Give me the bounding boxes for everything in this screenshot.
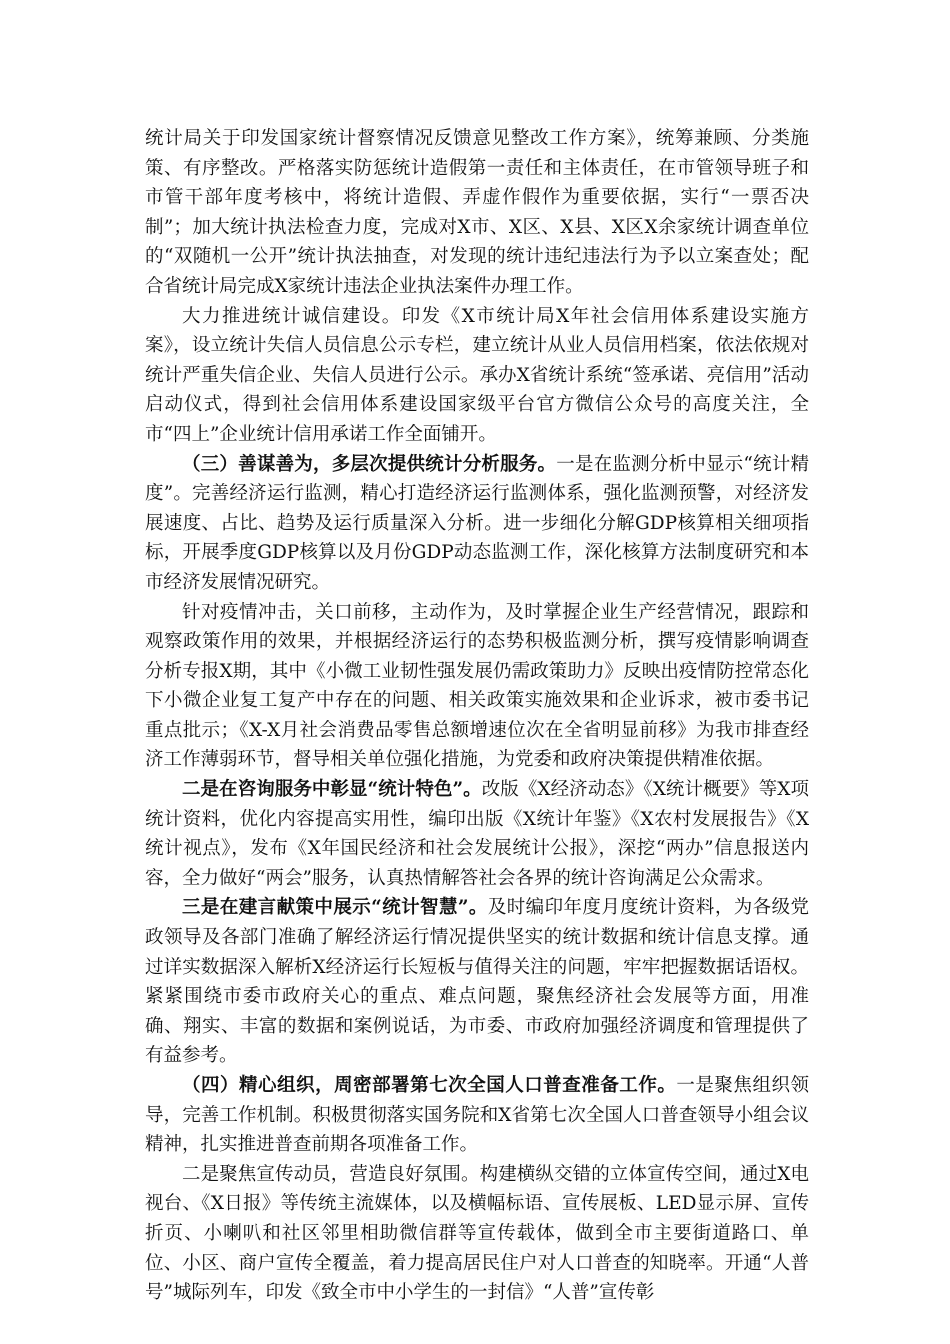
- paragraph-text: 一是聚焦组织领导，完善工作机制。积极贯彻落实国务院和X省第七次全国人口普查领导小组会议精神，扎实推进普查前期各项准备工作。: [145, 1075, 809, 1156]
- paragraph-heading: 二是在咨询服务中彰显“统计特色”。: [182, 779, 482, 801]
- paragraph-3: [145, 450, 809, 598]
- paragraph-text: 改版《X经济动态》《X统计概要》等X项统计资料，优化内容提高实用性，编印出版《X统计年鉴》《X农村发展报告》《X统计视点》，发布《X年国民经济和社会发展统计公报》，深挖“两办”信息报送内容，全力做好“两会”服务，认真热情解答社会各界的统计咨询满足公众需求。: [145, 779, 809, 889]
- paragraph-text: 针对疫情冲击，关口前移，主动作为，及时掌握企业生产经营情况，跟踪和观察政策作用的效果，并根据经济运行的态势积极监测分析，撰写疫情影响调查分析专报X期，其中《小微工业韧性强发展仍需政策助力》反映出疫情防控常态化下小微企业复工复产中存在的问题、相关政策实施效果和企业诉求，被市委书记重点批示；《X-X月社会消费品零售总额增速位次在全省明显前移》为我市排查经济工作薄弱环节，督导相关单位强化措施，为党委和政府决策提供精准依据。: [145, 601, 809, 771]
- paragraph-text: 二是聚焦宣传动员，营造良好氛围。构建横纵交错的立体宣传空间，通过X电视台、《X日报》等传统主流媒体，以及横幅标语、宣传展板、LED显示屏、宣传折页、小喇叭和社区邻里相助微信群等宣传载体，做到全市主要街道路口、单位、小区、商户宣传全覆盖，着力提高居民住户对人口普查的知晓率。开通“人普号”城际列车，印发《致全市中小学生的一封信》“人普”宣传彰: [145, 1163, 809, 1304]
- document-page: [145, 124, 809, 1308]
- paragraph-text: 及时编印年度月度统计资料，为各级党政领导及各部门准确了解经济运行情况提供坚实的统计数据和统计信息支撑。通过详实数据深入解析X经济运行长短板与值得关注的问题，牢牢把握数据话语权。紧紧围绕市委市政府关心的重点、难点问题，聚焦经济社会发展等方面，用准确、翔实、丰富的数据和案例说话，为市委、市政府加强经济调度和管理提供了有益参考。: [145, 897, 809, 1067]
- paragraph-text: 一是在监测分析中显示“统计精度”。完善经济运行监测，精心打造经济运行监测体系，强化监测预警，对经济发展速度、占比、趋势及运行质量深入分析。进一步细化分解GDP核算相关细项指标，开展季度GDP核算以及月份GDP动态监测工作，深化核算方法制度研究和本市经济发展情况研究。: [145, 453, 809, 593]
- paragraph-heading: （三）善谋善为，多层次提供统计分析服务。: [182, 453, 557, 475]
- paragraph-4: [145, 598, 809, 776]
- paragraph-8: [145, 1160, 809, 1308]
- paragraph-heading: 三是在建言献策中展示“统计智慧”。: [182, 897, 488, 919]
- paragraph-5: [145, 775, 809, 893]
- paragraph-text: 统计局关于印发国家统计督察情况反馈意见整改工作方案》，统筹兼顾、分类施策、有序整改。严格落实防惩统计造假第一责任和主体责任，在市管领导班子和市管干部年度考核中，将统计造假、弄虚作假作为重要依据，实行“一票否决制”；加大统计执法检查力度，完成对X市、X区、X县、X区X余家统计调查单位的“双随机一公开”统计执法抽查，对发现的统计违纪违法行为予以立案查处；配合省统计局完成X家统计违法企业执法案件办理工作。: [145, 128, 809, 297]
- paragraph-2: [145, 302, 809, 450]
- paragraph-7: [145, 1071, 809, 1160]
- paragraph-heading: （四）精心组织，周密部署第七次全国人口普查准备工作。: [182, 1075, 677, 1096]
- paragraph-1: [145, 124, 809, 302]
- paragraph-6: [145, 893, 809, 1071]
- paragraph-text: 大力推进统计诚信建设。印发《X市统计局X年社会信用体系建设实施方案》，设立统计失信人员信息公示专栏，建立统计从业人员信用档案，依法依规对统计严重失信企业、失信人员进行公示。承办X省统计系统“签承诺、亮信用”活动启动仪式，得到社会信用体系建设国家级平台官方微信公众号的高度关注，全市“四上”企业统计信用承诺工作全面铺开。: [145, 305, 809, 445]
